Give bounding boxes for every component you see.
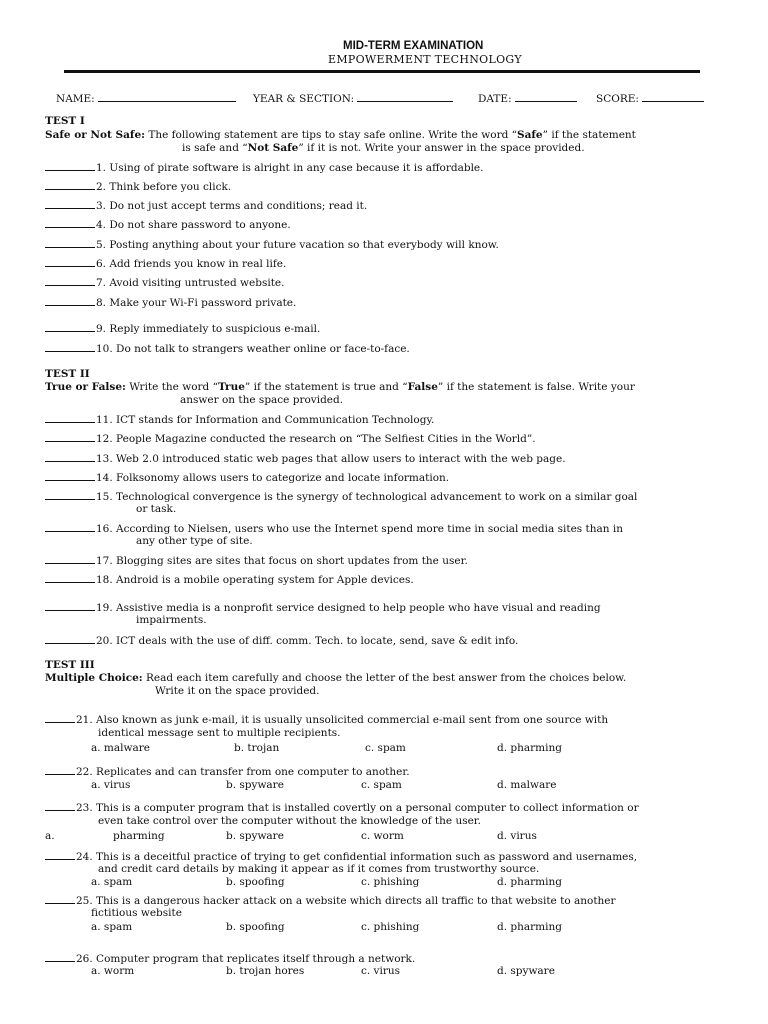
test1-item-10 <box>45 342 410 355</box>
test3-item-23 <box>45 801 639 814</box>
test1-instructions <box>45 129 636 141</box>
choice-26-c: c. virus <box>361 965 401 977</box>
test3-item-23-cont: even take control over the computer without the knowledge of the user. <box>98 815 482 827</box>
answer-blank[interactable] <box>45 180 95 190</box>
answer-blank[interactable] <box>45 199 95 209</box>
item-text: 17. Blogging sites are sites that focus on short updates from the user. <box>96 555 468 567</box>
item-text: 15. Technological convergence is the synergy of technological advancement to work on a similar goal <box>96 491 638 503</box>
choice-24-d: d. pharming <box>497 876 562 888</box>
year-section-field[interactable] <box>253 91 453 105</box>
test1-instr-d: ” if it is not. Write your answer in the space provided. <box>298 142 585 154</box>
choice-23-a-letter: a. <box>45 830 55 842</box>
item-text: 3. Do not just accept terms and conditions; read it. <box>96 200 368 212</box>
answer-blank[interactable] <box>45 894 75 904</box>
item-text: 23. This is a computer program that is installed covertly on a personal computer to collect information or <box>76 802 639 814</box>
test2-label: True or False: <box>45 381 126 393</box>
answer-blank[interactable] <box>45 554 95 564</box>
test3-item-26 <box>45 952 415 965</box>
test2-item-13 <box>45 452 566 465</box>
test2-item-16-cont: any other type of site. <box>136 535 253 547</box>
choice-21-d: d. pharming <box>497 742 562 754</box>
item-text: 16. According to Nielsen, users who use the Internet spend more time in social media sites than in <box>96 523 623 535</box>
item-text: 7. Avoid visiting untrusted website. <box>96 277 285 289</box>
test2-item-17 <box>45 554 468 567</box>
answer-blank[interactable] <box>45 342 95 352</box>
test1-word-safe: Safe <box>517 129 543 141</box>
choice-24-b: b. spoofing <box>226 876 285 888</box>
test2-instr-b: ” if the statement is true and “ <box>244 381 408 393</box>
test1-heading: TEST I <box>45 115 85 127</box>
answer-blank[interactable] <box>45 296 95 306</box>
test2-item-18 <box>45 573 414 586</box>
exam-title: MID-TERM EXAMINATION <box>343 40 484 52</box>
choice-23-c: c. worm <box>361 830 404 842</box>
test2-item-11 <box>45 413 434 426</box>
test1-item-7 <box>45 276 284 289</box>
test1-item-3 <box>45 199 367 212</box>
item-text: 20. ICT deals with the use of diff. comm. Tech. to locate, send, save & edit info. <box>96 635 519 647</box>
test3-item-22 <box>45 765 410 778</box>
test2-item-20 <box>45 634 518 647</box>
choice-25-c: c. phishing <box>361 921 420 933</box>
date-field[interactable] <box>478 91 577 105</box>
exam-subject: EMPOWERMENT TECHNOLOGY <box>328 53 522 66</box>
choice-23-b: b. spyware <box>226 830 284 842</box>
answer-blank[interactable] <box>45 634 95 644</box>
item-text: 5. Posting anything about your future vacation so that everybody will know. <box>96 239 499 251</box>
choice-22-b: b. spyware <box>226 779 284 791</box>
score-blank[interactable] <box>642 91 704 102</box>
item-text: 21. Also known as junk e-mail, it is usually unsolicited commercial e-mail sent from one source with <box>76 714 609 726</box>
test3-item-25-cont: fictitious website <box>91 907 182 919</box>
answer-blank[interactable] <box>45 765 75 775</box>
header-rule <box>64 70 700 73</box>
name-blank[interactable] <box>98 91 236 102</box>
answer-blank[interactable] <box>45 471 95 481</box>
item-text: 18. Android is a mobile operating system for Apple devices. <box>96 574 414 586</box>
test2-item-15 <box>45 490 637 503</box>
item-text: 13. Web 2.0 introduced static web pages that allow users to interact with the web page. <box>96 453 566 465</box>
choice-22-d: d. malware <box>497 779 557 791</box>
date-label: DATE: <box>478 93 512 105</box>
score-field[interactable] <box>596 91 704 105</box>
choice-25-b: b. spoofing <box>226 921 285 933</box>
test3-item-24-cont: and credit card details by making it appear as if it comes from trustworthy source. <box>98 863 540 875</box>
test2-item-14 <box>45 471 449 484</box>
answer-blank[interactable] <box>45 218 95 228</box>
year-section-label: YEAR & SECTION: <box>253 93 355 105</box>
choice-25-d: d. pharming <box>497 921 562 933</box>
test2-item-19 <box>45 601 601 614</box>
answer-blank[interactable] <box>45 952 75 962</box>
test3-label: Multiple Choice: <box>45 672 143 684</box>
test2-word-true: True <box>218 381 245 393</box>
test2-item-15-cont: or task. <box>136 503 177 515</box>
choice-26-a: a. worm <box>91 965 135 977</box>
test1-item-5 <box>45 238 499 251</box>
test3-item-21 <box>45 713 608 726</box>
answer-blank[interactable] <box>45 801 75 811</box>
choice-23-d: d. virus <box>497 830 537 842</box>
answer-blank[interactable] <box>45 573 95 583</box>
test2-instructions <box>45 381 635 393</box>
name-label: NAME: <box>56 93 95 105</box>
item-text: 10. Do not talk to strangers weather online or face-to-face. <box>96 343 410 355</box>
item-text: 24. This is a deceitful practice of trying to get confidential information such as password and usernames, <box>76 851 638 863</box>
answer-blank[interactable] <box>45 522 95 532</box>
choice-21-b: b. trojan <box>234 742 280 754</box>
test1-instructions-2 <box>182 142 585 154</box>
test3-item-21-cont: identical message sent to multiple recipients. <box>98 727 341 739</box>
answer-blank[interactable] <box>45 238 95 248</box>
test3-item-24 <box>45 850 637 863</box>
test3-instructions <box>45 672 626 684</box>
item-text: 14. Folksonomy allows users to categorize and locate information. <box>96 472 450 484</box>
test1-item-6 <box>45 257 286 270</box>
answer-blank[interactable] <box>45 413 95 423</box>
test1-item-2 <box>45 180 231 193</box>
choice-24-a: a. spam <box>91 876 133 888</box>
answer-blank[interactable] <box>45 432 95 442</box>
test2-item-12 <box>45 432 536 445</box>
item-text: 25. This is a dangerous hacker attack on a website which directs all traffic to that website to another <box>76 895 616 907</box>
test2-word-false: False <box>407 381 438 393</box>
test1-item-8 <box>45 296 296 309</box>
answer-blank[interactable] <box>45 161 95 171</box>
item-text: 26. Computer program that replicates itself through a network. <box>76 953 416 965</box>
choice-21-a: a. malware <box>91 742 150 754</box>
test1-item-4 <box>45 218 291 231</box>
item-text: 2. Think before you click. <box>96 181 232 193</box>
answer-blank[interactable] <box>45 601 95 611</box>
answer-blank[interactable] <box>45 713 75 723</box>
test2-instr-a: Write the word “ <box>125 381 218 393</box>
test2-instructions-2: answer on the space provided. <box>180 394 344 406</box>
choice-25-a: a. spam <box>91 921 133 933</box>
answer-blank[interactable] <box>45 452 95 462</box>
item-text: 22. Replicates and can transfer from one computer to another. <box>76 766 410 778</box>
item-text: 12. People Magazine conducted the research on “The Selfiest Cities in the World”. <box>96 433 536 445</box>
choice-24-c: c. phishing <box>361 876 420 888</box>
test1-item-1 <box>45 161 484 174</box>
test1-instr-c: is safe and “ <box>182 142 248 154</box>
test3-item-25 <box>45 894 616 907</box>
answer-blank[interactable] <box>45 257 95 267</box>
item-text: 19. Assistive media is a nonprofit service designed to help people who have visual and reading <box>96 602 601 614</box>
test3-instr-a: Read each item carefully and choose the letter of the best answer from the choices below. <box>142 672 627 684</box>
test2-item-16 <box>45 522 623 535</box>
item-text: 9. Reply immediately to suspicious e-mail. <box>96 323 321 335</box>
item-text: 4. Do not share password to anyone. <box>96 219 291 231</box>
test2-item-19-cont: impairments. <box>136 614 207 626</box>
test2-heading: TEST II <box>45 368 90 380</box>
test1-item-9 <box>45 322 320 335</box>
choice-22-a: a. virus <box>91 779 131 791</box>
year-section-blank[interactable] <box>357 91 453 102</box>
item-text: 6. Add friends you know in real life. <box>96 258 287 270</box>
answer-blank[interactable] <box>45 276 95 286</box>
test1-label: Safe or Not Safe: <box>45 129 145 141</box>
test1-word-not-safe: Not Safe <box>247 142 299 154</box>
answer-blank[interactable] <box>45 322 95 332</box>
answer-blank[interactable] <box>45 850 75 860</box>
choice-23-a: pharming <box>113 830 165 842</box>
test1-instr-a: The following statement are tips to stay safe online. Write the word “ <box>145 129 518 141</box>
choice-21-c: c. spam <box>365 742 406 754</box>
date-blank[interactable] <box>515 91 577 102</box>
score-label: SCORE: <box>596 93 639 105</box>
test2-instr-c: ” if the statement is false. Write your <box>437 381 635 393</box>
item-text: 8. Make your Wi-Fi password private. <box>96 297 297 309</box>
choice-26-b: b. trojan hores <box>226 965 305 977</box>
test3-heading: TEST III <box>45 659 95 671</box>
answer-blank[interactable] <box>45 490 95 500</box>
test3-instructions-2: Write it on the space provided. <box>155 685 320 697</box>
test1-instr-b: ” if the statement <box>542 129 636 141</box>
item-text: 1. Using of pirate software is alright in any case because it is affordable. <box>96 162 484 174</box>
name-field[interactable] <box>56 91 236 105</box>
choice-22-c: c. spam <box>361 779 402 791</box>
item-text: 11. ICT stands for Information and Communication Technology. <box>96 414 435 426</box>
choice-26-d: d. spyware <box>497 965 555 977</box>
